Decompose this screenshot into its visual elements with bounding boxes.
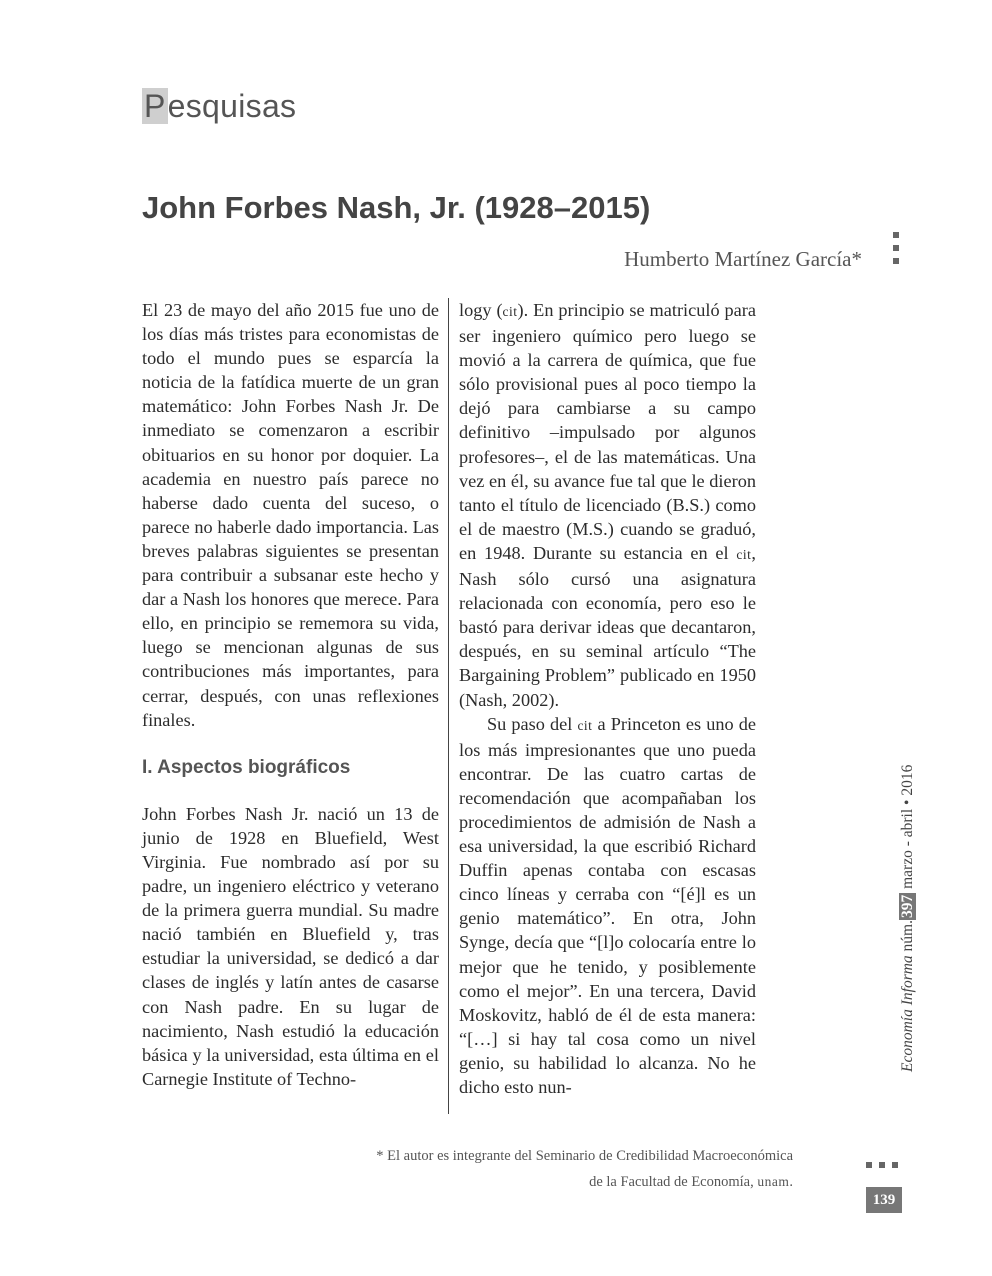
running-sidebar xyxy=(899,765,917,1072)
princeton-paragraph xyxy=(459,712,756,1100)
text-column-right xyxy=(459,298,756,1099)
text-fragment: , Nash sólo cursó una asignatura relacionada con economía, pero eso le bastó para derivar ideas que decantaron, después, en su seminal artículo “The Bargaining Problem” publicado en 1950 (Nash, 2002). xyxy=(459,542,756,710)
vertical-dots-ornament xyxy=(893,232,901,271)
text-fragment: a Princeton es uno de los más impresionantes que uno pueda encontrar. De las cuatro cartas de recomendación que acompañaban los procedimientos de admisión de Nash a esa universidad, la que escribió Richard Duffin apenas contaba con escasas cinco líneas y cerraba con “[é]l es un genio matemático”. En otra, John Synge, decía que “[l]o colocaría entre lo mejor que he tenido, y posiblemente como el mejor”. En una tercera, David Moskovitz, habló de él de esta manera: “[…] si hay tal cosa como un nivel genio, su habilidad lo alcanza. No he dicho esto nun- xyxy=(459,713,756,1097)
issue-label: núm. xyxy=(899,920,916,956)
cit-abbrev: cit xyxy=(502,304,518,319)
education-paragraph xyxy=(459,298,756,712)
text-fragment: Su paso del xyxy=(487,713,578,734)
cit-abbrev: cit xyxy=(577,717,593,733)
cit-abbrev: cit xyxy=(736,546,752,562)
text-fragment: . xyxy=(789,1174,793,1190)
text-fragment: logy ( xyxy=(459,300,503,320)
section-heading-initial: P xyxy=(144,88,166,124)
footnote-line-1: * El autor es integrante del Seminario de Credibilidad Macroeconómica xyxy=(376,1148,793,1164)
issue-date: marzo - abril • 2016 xyxy=(899,764,916,893)
author-footnote xyxy=(376,1144,793,1195)
biography-paragraph: John Forbes Nash Jr. nació un 13 de junio de 1928 en Bluefield, West Virginia. Fue nombrado así por su padre, un ingeniero eléctrico y veterano de la primera guerra mundial. Su madre nació también en Bluefield y, tras estudiar la universidad, se dedicó a dar clases de inglés y latín antes de casarse con Nash padre. En su lugar de nacimiento, Nash estudió la educación básica y la universidad, esta última en el Carnegie Institute of Techno- xyxy=(142,803,439,1089)
page-number: 139 xyxy=(866,1187,902,1213)
horizontal-dots-ornament xyxy=(866,1155,905,1173)
column-divider xyxy=(448,298,449,1114)
unam-abbrev: unam xyxy=(757,1174,790,1189)
intro-paragraph: El 23 de mayo del año 2015 fue uno de los días más tristes para economistas de todo el mundo pues se esparcía la noticia de la fatídica muerte de un gran matemático: John Forbes Nash Jr. De inmediato se comenzaron a escribir obituarios en su honor por doquier. La academia en nuestro país parece no haberse dado cuenta del suceso, o parece no haberle dado importancia. Las breves palabras siguientes se presentan para contribuir a subsanar este hecho y dar a Nash los honores que merece. Para ello, en principio se rememora su vida, luego se mencionan algunas de sus contribuciones más importantes, para cerrar, después, con unas reflexiones finales. xyxy=(142,300,439,730)
issue-number: 397 xyxy=(899,894,916,919)
subsection-heading: I. Aspectos biográficos xyxy=(142,756,351,778)
text-column-left xyxy=(142,298,439,1091)
text-fragment: de la Facultad de Economía, xyxy=(589,1174,758,1190)
author-name: Humberto Martínez García* xyxy=(624,247,862,271)
text-fragment: ). En principio se matriculó para ser ingeniero químico pero luego se movió a la carrera de química, que fue sólo provisional pues al poco tiempo la dejó para cambiarse a su campo definitivo –impulsado por algunos profesores–, el de las matemáticas. Una vez en él, su avance fue tal que le dieron tanto el título de licenciado (B.S.) como el de maestro (M.S.) cuando se graduó, en 1948. Durante su estancia en el xyxy=(459,300,756,563)
journal-name: Economía Informa xyxy=(899,955,916,1072)
section-heading xyxy=(142,88,296,125)
footnote-line-2 xyxy=(376,1169,793,1195)
section-heading-rest: esquisas xyxy=(167,88,297,124)
article-title: John Forbes Nash, Jr. (1928–2015) xyxy=(142,190,651,225)
